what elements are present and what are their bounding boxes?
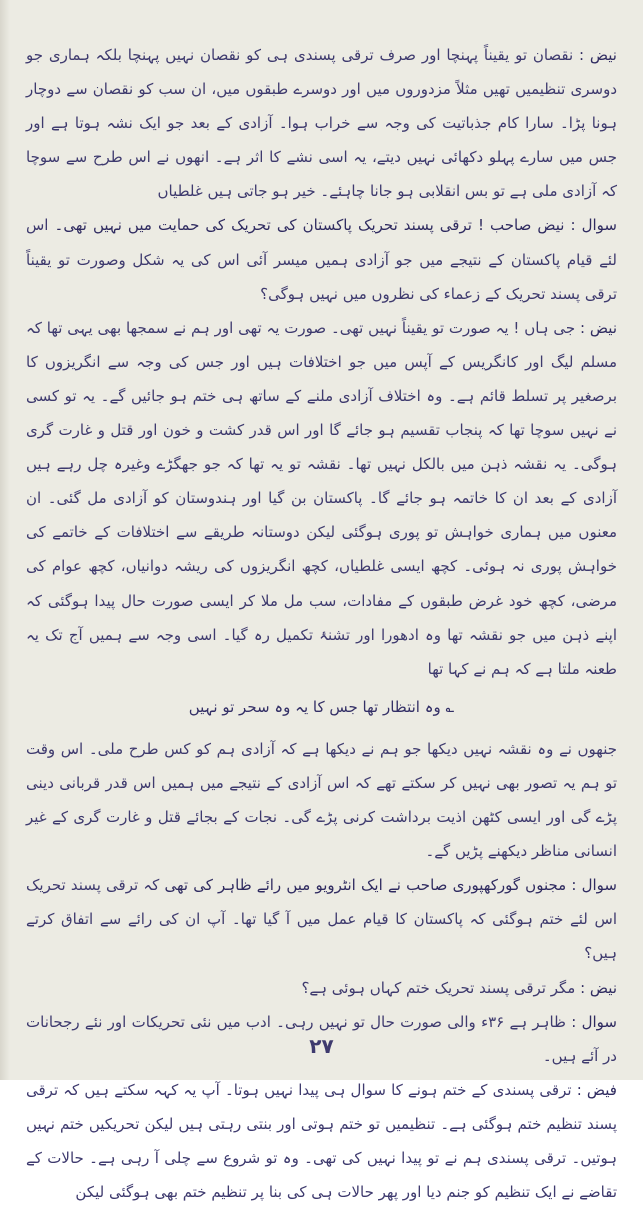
speaker-label: نیض : <box>579 46 617 64</box>
paragraph <box>26 38 617 208</box>
speaker-label: سوال : مجنوں گورکھپوری صاحب نے ایک انٹرویو میں رائے ظاہر کی تھی <box>164 876 617 895</box>
speaker-label: فیض : <box>576 1080 617 1099</box>
paragraph-text: نقصان تو یقیناً پہنچا اور صرف ترقی پسندی ہی کو نقصان نہیں پہنچا بلکہ ہماری جو دوسری تنظیمیں تھیں مثلاً مزدوروں میں اور دوسرے طبقوں میں، ان سب کو نقصان سے دوچار ہونا پڑا۔ سارا کام جذباتیت کی وجہ سے خراب ہوا۔ آزادی کے بعد جو ایک نشہ ہوتا ہے اور جس میں سارے پہلو دکھائی نہیں دیتے، یہ اسی نشے کا اثر ہے۔ انھوں نے اس طرح سے سوچا کہ آزادی ملی ہے تو بس انقلابی ہو جانا چاہئے۔ خیر ہو جاتی ہیں غلطیاں <box>26 46 617 201</box>
page-number: ۲۷ <box>309 1034 334 1058</box>
paragraph <box>26 1073 617 1209</box>
speaker-label: نیض : <box>580 978 617 997</box>
paragraph-text: ترقی پسندی کے ختم ہونے کا سوال ہی پیدا نہیں ہوتا۔ آپ یہ کہہ سکتے ہیں کہ ترقی پسند تنظیم ختم ہوگئی ہے۔ تنظیمیں تو ختم ہوتی اور بنتی رہتی ہیں لیکن تحریکیں ختم نہیں ہوتیں۔ ترقی پسندی ہم نے تو پیدا نہیں کی تھی۔ وہ تو شروع سے چلی آ رہی ہے۔ حالات کے تقاضے نے ایک تنظیم کو جنم دیا اور پھر حالات ہی کی بنا پر تنظیم ختم بھی ہوگئی لیکن <box>26 1080 617 1202</box>
paragraph-text: کہ ترقی پسند تحریک اس لئے ختم ہوگئی کہ پاکستان کا قیام عمل میں آ گیا تھا۔ آپ ان کی رائے سے اتفاق کرتے ہیں؟ <box>26 876 617 963</box>
paragraph <box>26 208 617 310</box>
paragraph <box>26 311 617 686</box>
paragraph <box>26 971 617 1005</box>
paragraph-text: مگر ترقی پسند تحریک ختم کہاں ہوئی ہے؟ <box>301 978 576 997</box>
paragraph <box>26 732 617 868</box>
poetry-verse: ؎ وہ انتظار تھا جس کا یہ وہ سحر تو نہیں <box>188 697 455 716</box>
paragraph <box>26 868 617 970</box>
paragraph-text: ظاہر ہے ۳۶ء والی صورت حال تو نہیں رہی۔ ادب میں نئی تحریکات اور نئے رجحانات در آئے ہیں۔ <box>26 1012 617 1065</box>
paragraph-text: جی ہاں ! یہ صورت تو یقیناً نہیں تھی۔ صورت یہ تھی اور ہم نے سمجھا بھی یہی تھا کہ مسلم لیگ اور کانگریس کے آپس میں جو اختلافات ہیں اور جس کی وجہ سے انگریزوں کا برصغیر پر تسلط قائم ہے۔ وہ اختلاف آزادی ملنے کے ساتھ ہی ختم ہو جائیں گے۔ یہ تو کسی نے نہیں سوچا تھا کہ پنجاب تقسیم ہو جائے گا اور اس قدر کشت و خون اور قتل و غارت گری ہوگی۔ یہ نقشہ ذہن میں بالکل نہیں تھا۔ نقشہ تو یہ تھا کہ جو جھگڑے وغیرہ چل رہے ہیں آزادی کے بعد ان کا خاتمہ ہو جائے گا۔ پاکستان بن گیا اور ہندوستان کو آزادی مل گئی۔ ان معنوں میں ہماری خواہش تو پوری ہوگئی لیکن دوستانہ طریقے سے اختلافات کے خاتمے کی خواہش پوری نہ ہوئی۔ کچھ ایسی غلطیاں، کچھ انگریزوں کی ریشہ دوانیاں، کچھ عوام کی مرضی، کچھ خود غرض طبقوں کے مفادات، سب مل ملا کر ایسی صورت حال پیدا ہوگئی کہ اپنے ذہن میں جو نقشہ تھا وہ ادھورا اور تشنۂ تکمیل رہ گیا۔ اسی وجہ سے ہمیں آج تک یہ طعنہ ملتا ہے کہ ہم نے کہا تھا <box>26 318 617 678</box>
paragraph-text: اس لئے قیام پاکستان کے نتیجے میں جو آزادی ہمیں میسر آئی اس کی یہ شکل وصورت تو یقیناً ترقی پسند تحریک کے زعماء کی نظروں میں نہیں ہوگی؟ <box>26 216 617 303</box>
speaker-label: سوال : <box>571 1012 617 1031</box>
speaker-label: سوال : نیض صاحب ! ترقی پسند تحریک پاکستان کی تحریک کی حمایت میں نہیں تھی۔ <box>54 216 617 235</box>
speaker-label: نیض : <box>580 318 617 337</box>
paragraph-text: جنھوں نے وہ نقشہ نہیں دیکھا جو ہم نے دیکھا ہے کہ آزادی ہم کو کس طرح ملی۔ اس وقت تو ہم یہ تصور بھی نہیں کر سکتے تھے کہ اس آزادی کے نتیجے میں ہمیں اس قدر قربانی دینی پڑے گی اور ایسی کٹھن اذیت برداشت کرنی پڑے گی۔ نجات کے بجائے قتل و غارت گری کے غیر انسانی مناظر دیکھنے پڑیں گے۔ <box>26 739 617 861</box>
